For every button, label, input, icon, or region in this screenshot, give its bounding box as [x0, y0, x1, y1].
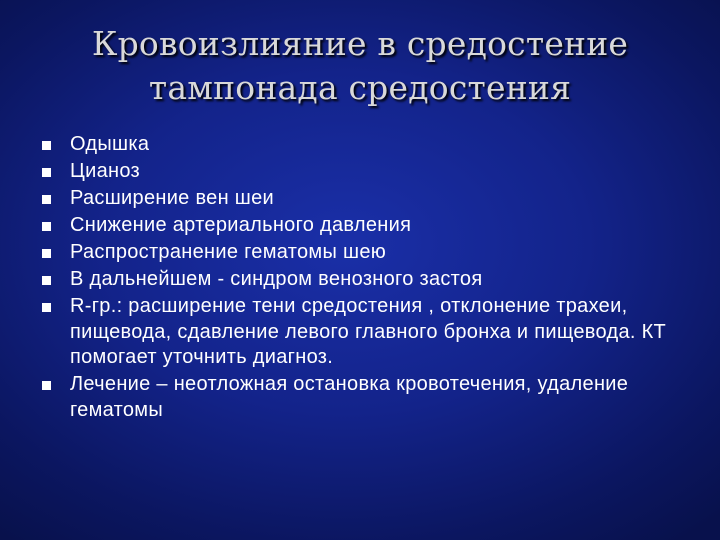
square-bullet-icon: [42, 141, 51, 150]
square-bullet-icon: [42, 249, 51, 258]
bullet-text: Снижение артериального давления: [70, 214, 412, 236]
bullet-text: R-гр.: расширение тени средостения , отклонение трахеи, пищевода, сдавление левого главного бронха и пищевода. КТ помогает уточнить диагноз.: [70, 295, 667, 368]
bullet-item: [42, 186, 692, 212]
square-bullet-icon: [42, 222, 51, 231]
bullet-text: Одышка: [70, 133, 150, 155]
square-bullet-icon: [42, 303, 51, 312]
bullet-item: [42, 267, 692, 293]
square-bullet-icon: [42, 381, 51, 390]
bullet-item: [42, 213, 692, 239]
bullet-item: [42, 240, 692, 266]
square-bullet-icon: [42, 195, 51, 204]
square-bullet-icon: [42, 168, 51, 177]
bullet-text: В дальнейшем - синдром венозного застоя: [70, 268, 483, 290]
bullet-item: [42, 132, 692, 158]
slide-title: [40, 22, 680, 110]
bullet-item: [42, 294, 692, 371]
bullet-item: [42, 372, 692, 423]
bullet-text: Расширение вен шеи: [70, 187, 275, 209]
slide-title-line-1: Кровоизлияние в средостение: [91, 24, 629, 63]
bullet-text: Цианоз: [70, 160, 141, 182]
bullet-text: Лечение – неотложная остановка кровотечения, удаление гематомы: [70, 373, 629, 421]
slide-title-line-2: тампонада средостения: [148, 68, 572, 107]
bullet-item: [42, 159, 692, 185]
bullet-text: Распространение гематомы шею: [70, 241, 387, 263]
square-bullet-icon: [42, 276, 51, 285]
bullet-list: [42, 132, 692, 425]
